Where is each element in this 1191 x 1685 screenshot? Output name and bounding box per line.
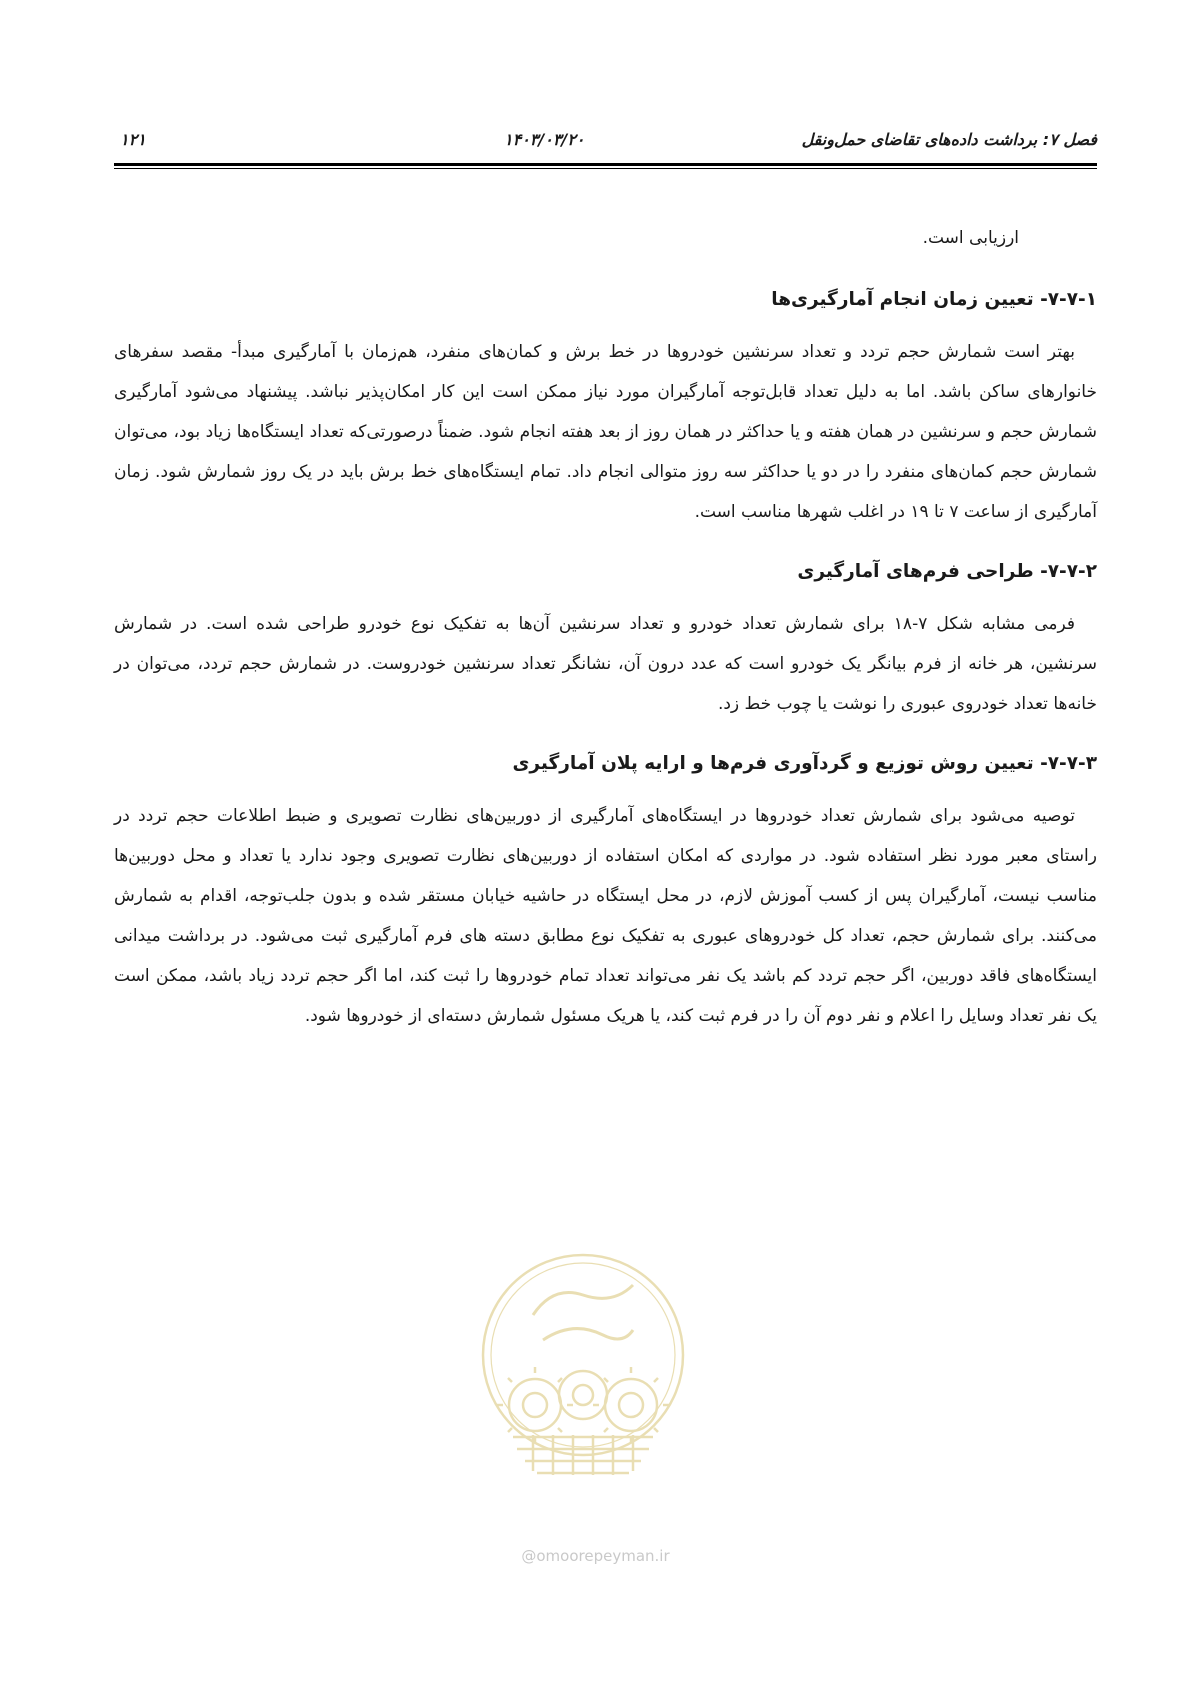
- chapter-title: فصل ۷: برداشت داده‌های تقاضای حمل‌ونقل: [801, 130, 1097, 149]
- header-date: ۱۴۰۳/۰۳/۲۰: [504, 130, 585, 149]
- section-heading-7-7-2: ۷-۷-۲- طراحی فرم‌های آمارگیری: [797, 561, 1097, 582]
- section-paragraph-7-7-3: توصیه می‌شود برای شمارش تعداد خودروها در ایستگاه‌های آمارگیری از دوربین‌های نظارت تصویری و ضبط اطلاعات حجم تردد در راستای معبر مورد نظر استفاده شود. در مواردی که امکان استفاده از دوربین‌های نظارت تصویری وجود ندارد یا تعداد و محل دوربین‌ها مناسب نیست، آمارگیران پس از کسب آموزش لازم، در محل ایستگاه در حاشیه خیابان مستقر شده و بدون جلب‌توجه، اقدام به شمارش می‌کنند. برای شمارش حجم، تعداد کل خودروهای عبوری به تفکیک نوع مطابق دسته های فرم آمارگیری ثبت می‌شود. در برداشت میدانی ایستگاه‌های فاقد دوربین، اگر حجم تردد کم باشد یک نفر می‌تواند تعداد تمام خودروها را ثبت کند، اما اگر حجم تردد زیاد باشد، ممکن است یک نفر تعداد وسایل را اعلام و نفر دوم آن را در فرم ثبت کند، یا هریک مسئول شمارش دسته‌ای از خودروها شود.: [114, 806, 1097, 1026]
- section-paragraph-7-7-1: بهتر است شمارش حجم تردد و تعداد سرنشین خودروها در خط برش و کمان‌های منفرد، هم‌زمان با آمارگیری مبدأ- مقصد سفرهای خانوارهای ساکن باشد. اما به دلیل تعداد قابل‌توجه آمارگیران مورد نیاز ممکن است این کار امکان‌پذیر نباشد. پیشنهاد می‌شود آمارگیری شمارش حجم و سرنشین در همان هفته و یا حداکثر در همان روز از بعد هفته انجام شود. ضمناً درصورتی‌که تعداد ایستگاه‌ها زیاد بود، می‌توان شمارش حجم کمان‌های منفرد را در دو یا حداکثر سه روز متوالی انجام داد. تمام ایستگاه‌های خط برش باید در یک روز شمارش شود. زمان آمارگیری از ساعت ۷ تا ۱۹ در اغلب شهرها مناسب است.: [114, 342, 1097, 522]
- page-content: [114, 218, 1097, 1036]
- watermark-url: @omoorepeyman.ir: [521, 1547, 670, 1565]
- lead-text: ارزیابی است.: [922, 228, 1019, 248]
- watermark-logo-icon: [473, 1245, 693, 1505]
- page-header: [114, 130, 1097, 164]
- header-rule-thin: [114, 168, 1097, 169]
- section-paragraph-7-7-2: فرمی مشابه شکل ۷-۱۸ برای شمارش تعداد خودرو و تعداد سرنشین آن‌ها به تفکیک نوع خودرو طراحی شده است. در شمارش سرنشین، هر خانه از فرم بیانگر یک خودرو است که عدد درون آن، نشانگر تعداد سرنشین خودروست. در شمارش حجم تردد، می‌توان در خانه‌ها تعداد خودروی عبوری را نوشت یا چوب خط زد.: [114, 614, 1097, 714]
- section-heading-7-7-3: ۷-۷-۳- تعیین روش توزیع و گردآوری فرم‌ها و ارایه پلان آمارگیری: [512, 753, 1097, 774]
- header-rule-thick: [114, 163, 1097, 166]
- page-number: ۱۲۱: [120, 130, 146, 149]
- section-heading-7-7-1: ۷-۷-۱- تعیین زمان انجام آمارگیری‌ها: [771, 289, 1097, 310]
